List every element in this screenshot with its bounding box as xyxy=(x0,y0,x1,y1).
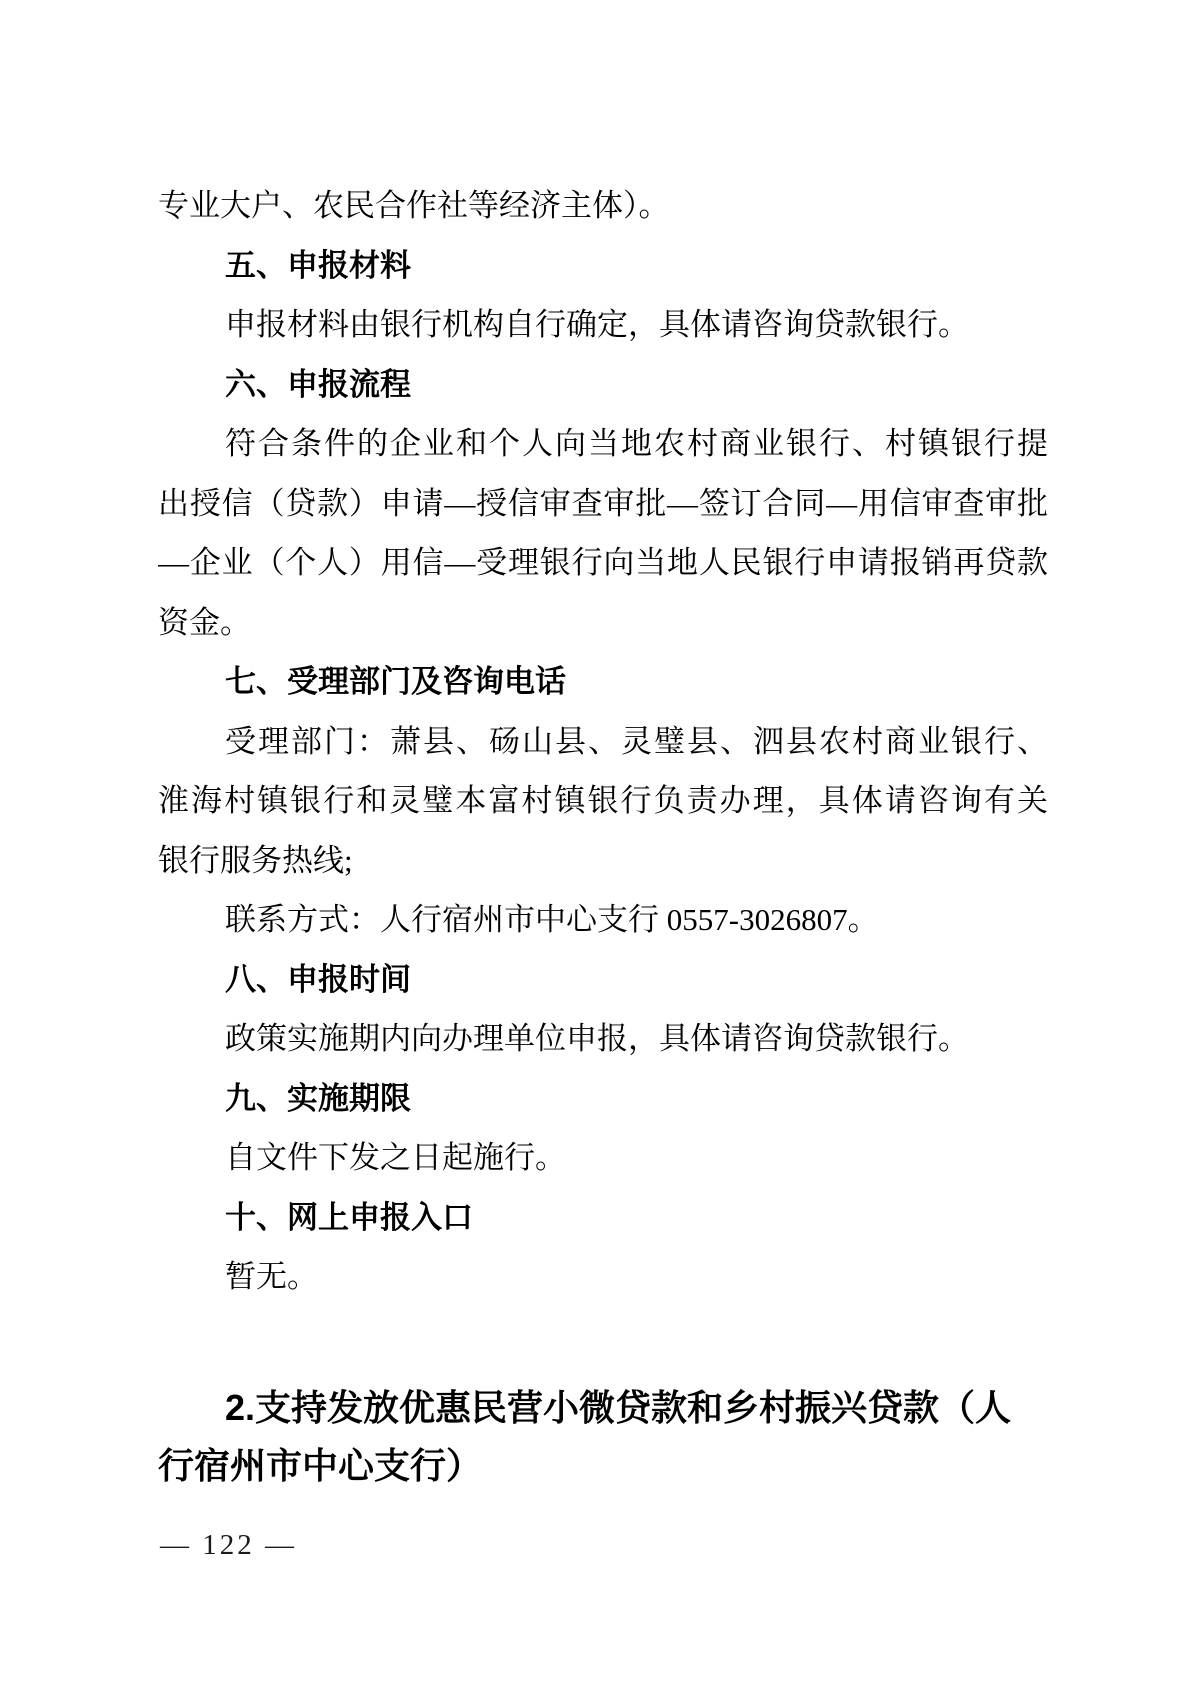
text-line: 银行服务热线; xyxy=(158,842,353,878)
section-heading: 八、申报时间 xyxy=(225,961,411,997)
text-line: 申报材料由银行机构自行确定，具体请咨询贷款银行。 xyxy=(225,307,969,342)
page-number: — 122 — xyxy=(160,1529,297,1561)
text-line: —企业（个人）用信—受理银行向当地人民银行申请报销再贷款 xyxy=(158,545,1048,580)
section-heading: 九、实施期限 xyxy=(225,1080,411,1116)
text-line: 专业大户、农民合作社等经济主体）。 xyxy=(158,188,670,223)
text-line: 资金。 xyxy=(158,604,251,640)
text-line: 政策实施期内向办理单位申报，具体请咨询贷款银行。 xyxy=(225,1021,969,1056)
text-line: 出授信（贷款）申请—授信审查审批—签订合同—用信审查审批 xyxy=(158,485,1048,521)
text-line: 暂无。 xyxy=(225,1259,318,1294)
section-heading: 五、申报材料 xyxy=(225,247,411,283)
text-line: 受理部门：萧县、砀山县、灵璧县、泗县农村商业银行、 xyxy=(225,723,1048,759)
section-heading: 七、受理部门及咨询电话 xyxy=(225,664,566,699)
document-title-line: 行宿州市中心支行） xyxy=(158,1444,483,1486)
text-line: 联系方式：人行宿州市中心支行 0557-3026807。 xyxy=(225,902,879,937)
title-gap xyxy=(158,1307,1048,1379)
text-line: 符合条件的企业和个人向当地农村商业银行、村镇银行提 xyxy=(225,426,1048,461)
text-line: 淮海村镇银行和灵璧本富村镇银行负责办理，具体请咨询有关 xyxy=(158,783,1048,818)
section-heading: 十、网上申报入口 xyxy=(225,1199,473,1235)
content xyxy=(158,176,1048,1495)
document-title-line: 2.支持发放优惠民营小微贷款和乡村振兴贷款（人 xyxy=(225,1386,1012,1428)
section-heading: 六、申报流程 xyxy=(225,366,411,402)
text-line: 自文件下发之日起施行。 xyxy=(225,1140,566,1175)
